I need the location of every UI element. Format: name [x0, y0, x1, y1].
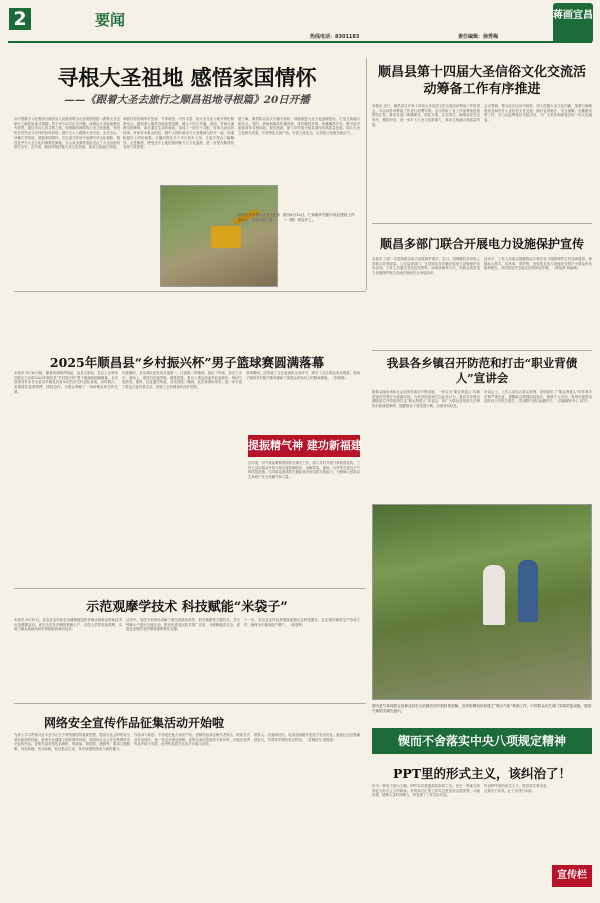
meteorology-photo [372, 504, 592, 700]
article9-col2: 纠治PPT里的形式主义，要坚持实事求是，注重实干实效，让工作回归本源。 [484, 784, 550, 793]
article6-title: 示范观摩学技术 科技赋能“米袋子” [86, 600, 288, 615]
article3-title: 顺昌多部门联合开展电力设施保护宣传 [379, 237, 584, 251]
article7-body: 近年来，县气象局紧紧围绕防灾减灾工作，深入乡村开展气象科普宣传。工作人员向群众介绍气象灾害防御知识，讲解雷电、暴雨、台风等灾害性天气的防范措施，引导群众提高防灾避险意识和自救互救能力，为保障人民群众生命财产安全贡献气象力量。 [248, 461, 360, 480]
article4-col2: 比赛期间，各参赛队伍发扬友谊第一、比赛第二的精神，赛出了风格、赛出了水平。赛场上，球员们快速突破、精准投篮，看台上观众加油声此起彼伏，现场气氛热烈。最终，经过激烈角逐，各奖项逐一揭晓。此次赛事的举办，进一步丰富了群众文化体育生活，营造了全民健身的良好氛围。 [122, 371, 242, 390]
article5-col2: 宣讲会上，工作人员结合真实案例，详细剖析了“职业背债人”的作案手法和严重危害，提醒群众增强防范意识，珍惜个人信用，发现可疑情况及时向公安机关报告，共同维护良好金融秩序。（县融媒体中心 邱宇） [484, 390, 592, 404]
divider [372, 223, 592, 224]
article2-title: 顺昌县第十四届大圣信俗文化交流活动筹备工作有序推进 [377, 65, 586, 97]
person-shape [483, 565, 505, 625]
section-name: 要闻 [95, 11, 126, 29]
article6-col2: 活动中，农技专家现场讲解了病虫害绿色防控、科学施肥等关键技术，并与种粮大户进行交流互动，推动先进适用技术推广应用，为保障粮食安全、促进农业增效农民增收提供科技支撑。 [126, 618, 240, 632]
article8-col1: 为深入学习贯彻习近平总书记关于网络强国的重要思想，提高全社会网络安全意识和防护技能，营造安全健康文明的网络环境，现面向社会公开征集网络安全宣传作品。征集作品类型包括海报、短视频、微电影、漫画等，要求主题鲜明、内容积极、形式新颖，贴近群众生活，具有较强的感染力和传播力。 [14, 733, 130, 752]
header-rule [8, 41, 592, 43]
article7-banner: 提振精气神 建功新福建 [248, 435, 360, 457]
hotline: 热线电话：8301183 [310, 34, 360, 40]
article9-title: PPT里的形式主义，该纠治了！ [392, 766, 572, 781]
photo1-caption: 图为8月12日，仁寿镇乡村振兴项目建设工作（一期）项目开工。 [283, 213, 355, 222]
propaganda-label: 宣传栏 [552, 865, 592, 887]
editor: 责任编辑：徐秀梅 [458, 34, 499, 40]
article2-col2: 会议强调，要以此次活动为契机，深入挖掘大圣文化内涵，加强与海峡两岸及海内外大圣信俗文化交流，做好宣传推介、安全保障、后勤服务等工作，全力以赴筹备好本届活动，为广大来宾和游客呈现一场文化盛宴。 [484, 104, 592, 123]
article1-col1: 由中国数字文化集团与顺昌县人民政府联合出品的微短剧《跟着大圣去旅行之顺昌祖地寻根篇》将于8月20日正式开播。该剧以大圣祖地顺昌为背景，通过年轻人的寻根之旅，展现顺昌深厚的大圣文化底蕴、秀美的自然风光与淳朴的民风民俗。剧中主人公跟随大圣足迹，走访宝山、读懂古老传说，感悟家国情怀，在沉浸式体验中追溯中华文化根脉。顺昌是齐天大圣文化的重要发源地，宝山双圣墓等遗址见证了大圣信俗的悠久历史。近年来，顺昌持续挖掘大圣文化资源，推动文旅融合发展。 [14, 117, 120, 150]
article4-col1: 本报讯 8月16日晚，随着终场哨声响起，由县文旅局、县总工会等单位联合主办的2025年顺昌县“乡村振兴杯”男子篮球赛圆满落幕。本次赛事共有来自全县各乡镇及县直单位的多支代表队参赛，历时数日，参赛球员奋勇拼搏、团结协作，为观众奉献了一场场精彩纷呈的比赛。 [14, 371, 118, 394]
divider [14, 703, 366, 704]
article1-title: 寻根大圣祖地 感悟家国情怀 [57, 65, 317, 90]
article8-title: 网络安全宣传作品征集活动开始啦 [43, 716, 224, 730]
divider [14, 588, 366, 589]
person-shape [518, 560, 538, 622]
photo2-caption: 图为县气象局联合县林业局在元坑镇农村开展科普讲解，宣传防御知识和建立“联合气象”基础工作，引导群众有关部门安装防雷设施，提高气象防灾减灾意识。 [372, 704, 592, 713]
article4-col3: 赛事期间，还穿插了文艺表演和互动环节，吸引了众多群众前来观赛，展现了顺昌乡村振兴新风貌和干部群众昂扬向上的精神面貌。（李斌斌） [246, 371, 360, 380]
article2-col1: 本报讯 近日，顺昌县召开第十四届大圣信俗文化交流活动筹备工作推进会，对活动各项筹备工作进行部署安排。会议听取了各工作组筹备进展情况汇报，要求各部门明确职责、细化方案、压实责任，确保活动安全有序、精彩纷呈，进一步扩大大圣文化影响力，推动文旅融合高质量发展。 [372, 104, 480, 127]
article1-col3: 据了解，顺昌将以此次开播为契机，持续推进大圣文化品牌建设，打造文旅融合新亮点。同时，借助新媒体传播优势，讲好顺昌故事，传播顺昌声音，吸引更多游客前来寻根问祖、观光旅游，助力乡村振兴和县域经济高质量发展。结合大圣文化研究成果，开发特色文创产品，丰富文旅业态，让传统文化焕发新活力。 [238, 117, 360, 136]
article1-col2: 该剧以短视频形式呈现，节奏明快、内容丰富，将大圣文化与地方特色紧密结合。剧组深入顺昌各地取景拍摄，镜头下的古村落、茶园、竹海与溪流交相辉映。演员通过生动的表演，讲述了一段关于寻根、传承与成长的故事。家家有本难念的经，剧中人物的命运与大圣精神交织在一起，传递积极向上的价值观。开播后将在多个平台同步上线，让更多观众了解顺昌、走进顺昌，感受这片土地的独特魅力与文化温度，进一步提升顺昌知名度与美誉度。 [123, 117, 234, 150]
article9-banner: 锲而不舍落实中央八项规定精神 [372, 728, 592, 754]
excavator-shape [211, 226, 241, 248]
divider [372, 350, 592, 351]
article9-col1: 作为一种电子演示文稿，PPT本应是提高效率的工具，但在一些地方却异化为形式主义的载体。有的单位汇报工作时过度追求页面美观、动画效果，耗费大量时间精力，却忽视了工作实际内容。 [372, 784, 480, 798]
masthead-logo: 蒋画宜昌 [553, 3, 593, 43]
article6-col3: 下一步，县农业农村局将继续加强农业科技服务，扎实做好粮食生产各项工作，确保全年粮食稳产增产。（林逸辉） [244, 618, 360, 627]
article6-col1: 本报讯 8月15日，县农业农村局在双溪街道组织开展水稻新品种新技术示范观摩活动。来自全县各乡镇的种粮大户、农技人员等参加观摩，实地了解水稻新品种长势和配套栽培技术。 [14, 618, 122, 632]
article8-col2: 作品须为原创，不得侵犯他人知识产权。投稿作品请注明作者姓名、联系方式及作品简介，统一发送至指定邮箱。征集结束后将组织专家评审，评选出优秀作品并给予奖励，优秀作品将在各类平台展示宣传。 [134, 733, 250, 747]
article8-col3: 联系人：县委网信办，电话及邮箱详见官方发布信息。欢迎社会各界踊跃参与，共同筑牢网络安全防线。（县网信办 周燕春） [254, 733, 360, 742]
article3-col2: 活动中，工作人员重点提醒群众不要在电力线路保护区内违章建房、种植高大树木、放风筝、垂钓等，发现危及电力设施安全的行为要及时劝阻和报告，共同营造安全稳定的供用电环境。（林怡倩 黄晶娥） [484, 257, 592, 271]
article3-col1: 本报讯 为进一步提高群众电力设施保护意识，近日，国网顺昌县供电公司联合县发改局、公安局等部门，在县城及各乡镇开展电力设施保护宣传活动。工作人员通过发放宣传资料、现场讲解等方式，向群众普及电力设施保护相关法律法规和安全用电知识。 [372, 257, 480, 276]
article5-col1: 随着金融市场和社会信用体系的不断发展，一种名为“职业背债人”的新型违法犯罪行为逐渐浮现。为有效防范和打击此类行为，我县各乡镇近期陆续召开防范和打击“职业背债人”宣讲会，向广大群众宣传相关法律知识和典型案例，提醒群众不要贪图小利、出借身份信息。 [372, 390, 480, 409]
divider [14, 291, 366, 292]
column-divider [366, 58, 367, 290]
article1-continued: 顺昌时间背景与大圣文化深度融合，呈现寻根之旅。 [238, 213, 280, 222]
article5-title: 我县各乡镇召开防范和打击“职业背债人”宣讲会 [386, 356, 578, 385]
article1-subtitle: ——《跟着大圣去旅行之顺昌祖地寻根篇》20日开播 [64, 94, 310, 106]
article4-title: 2025年顺昌县“乡村振兴杯”男子篮球赛圆满落幕 [49, 355, 325, 370]
page-number: 2 [9, 8, 31, 30]
